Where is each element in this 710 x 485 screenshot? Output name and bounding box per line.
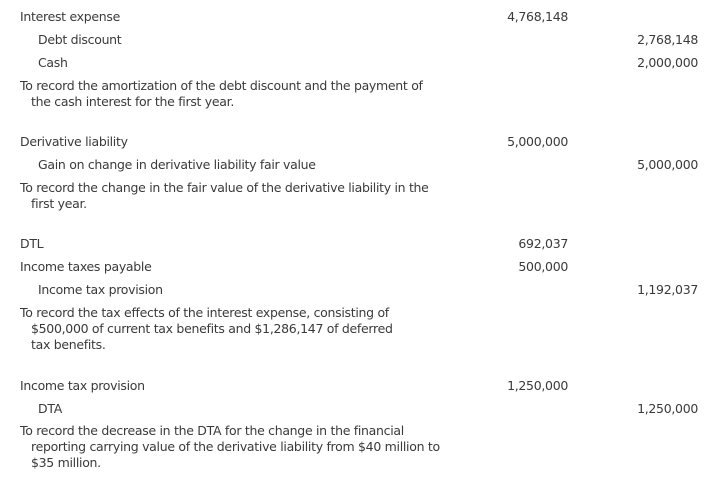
entry-1-line-1 — [20, 8, 710, 26]
account-name: Gain on change in derivative liability fair value — [38, 157, 316, 172]
credit-amount: 2,000,000 — [637, 55, 698, 70]
debit-amount: 500,000 — [518, 259, 568, 274]
debit-amount: 1,250,000 — [507, 378, 568, 393]
entry-4-line-2 — [20, 400, 710, 418]
memo-line: reporting carrying value of the derivative liability from $40 million to — [31, 439, 440, 454]
entry-1-line-3 — [20, 54, 710, 72]
entry-3-line-1 — [20, 235, 710, 253]
account-name: Interest expense — [20, 9, 120, 24]
memo-line: first year. — [31, 196, 87, 211]
memo-line: $500,000 of current tax benefits and $1,286,147 of deferred — [31, 321, 393, 336]
account-name: DTL — [20, 236, 44, 251]
memo-line: To record the change in the fair value of the derivative liability in the — [20, 180, 429, 195]
credit-amount: 1,192,037 — [637, 282, 698, 297]
account-name: Income taxes payable — [20, 259, 152, 274]
debit-amount: 692,037 — [518, 236, 568, 251]
memo-line: the cash interest for the first year. — [31, 94, 235, 109]
entry-1-line-2 — [20, 31, 710, 49]
debit-amount: 5,000,000 — [507, 134, 568, 149]
entry-2-line-2 — [20, 156, 710, 174]
entry-4-memo — [20, 423, 450, 471]
memo-line: $35 million. — [31, 455, 101, 470]
credit-amount: 1,250,000 — [637, 401, 698, 416]
entry-4-line-1 — [20, 377, 710, 395]
credit-amount: 5,000,000 — [637, 157, 698, 172]
account-name: Cash — [38, 55, 68, 70]
account-name: Income tax provision — [20, 378, 145, 393]
entry-3-line-3 — [20, 281, 710, 299]
credit-amount: 2,768,148 — [637, 32, 698, 47]
account-name: Income tax provision — [38, 282, 163, 297]
entry-2-line-1 — [20, 133, 710, 151]
memo-line: To record the amortization of the debt discount and the payment of — [20, 78, 423, 93]
memo-line: tax benefits. — [31, 337, 106, 352]
account-name: Debt discount — [38, 32, 122, 47]
memo-line: To record the tax effects of the interest expense, consisting of — [20, 305, 389, 320]
account-name: DTA — [38, 401, 62, 416]
entry-2-memo — [20, 180, 450, 212]
entry-3-memo — [20, 305, 450, 353]
debit-amount: 4,768,148 — [507, 9, 568, 24]
account-name: Derivative liability — [20, 134, 128, 149]
entry-3-line-2 — [20, 258, 710, 276]
entry-1-memo — [20, 78, 450, 110]
memo-line: To record the decrease in the DTA for the change in the financial — [20, 423, 404, 438]
